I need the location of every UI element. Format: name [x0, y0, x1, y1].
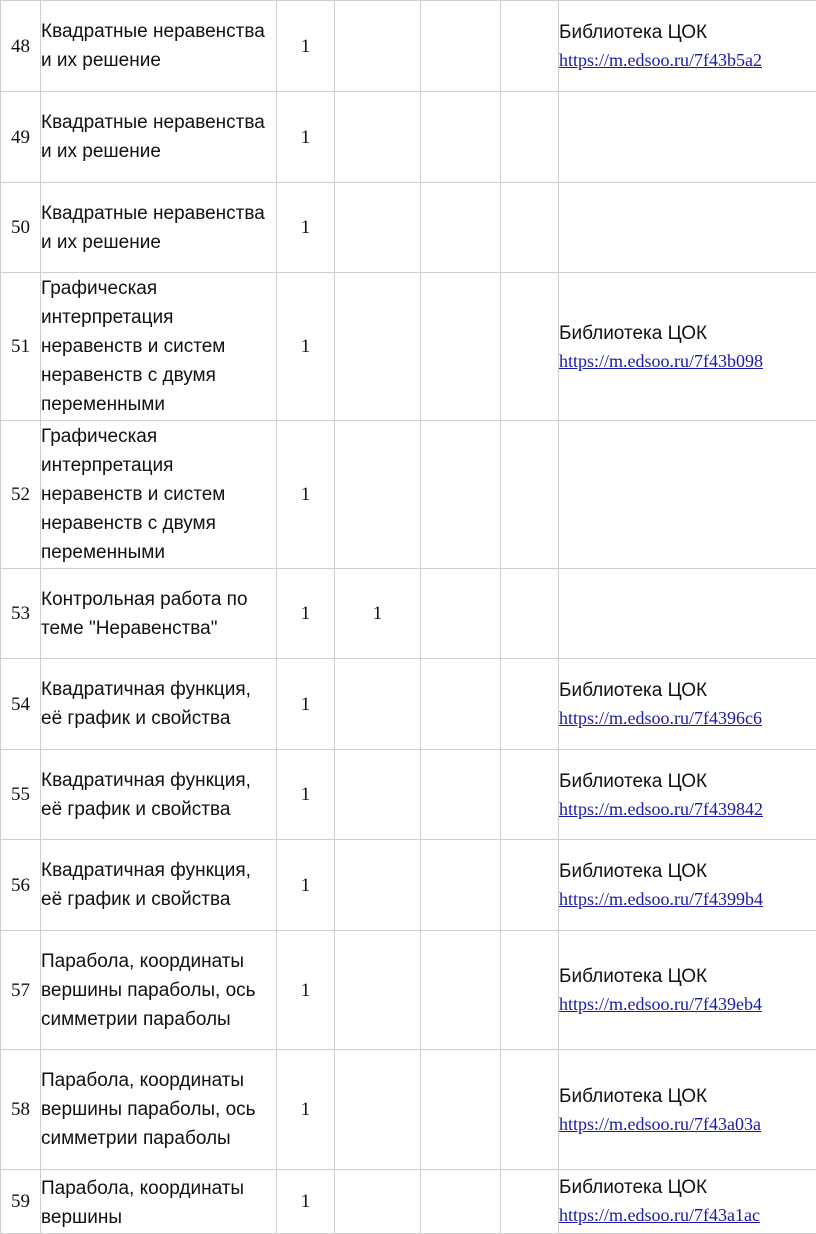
- resource-link[interactable]: https://m.edsoo.ru/7f439842: [559, 796, 816, 822]
- lesson-date: [501, 750, 559, 840]
- resource-link[interactable]: https://m.edsoo.ru/7f43b5a2: [559, 47, 816, 73]
- table-row: [1, 183, 816, 273]
- table-row: [1, 1170, 816, 1234]
- table-row: [1, 1, 816, 92]
- practical-work-hours: [421, 1, 501, 92]
- lesson-number: 53: [1, 569, 41, 659]
- table-row: [1, 92, 816, 183]
- resource-title: Библиотека ЦОК: [559, 1174, 816, 1202]
- digital-resource: [559, 931, 816, 1050]
- resource-title: Библиотека ЦОК: [559, 858, 816, 886]
- digital-resource: [559, 1, 816, 92]
- total-hours: 1: [277, 659, 335, 750]
- resource-link[interactable]: https://m.edsoo.ru/7f4399b4: [559, 886, 816, 912]
- table-row: [1, 569, 816, 659]
- digital-resource: [559, 183, 816, 273]
- control-work-hours: [335, 183, 421, 273]
- lesson-date: [501, 273, 559, 421]
- lesson-date: [501, 1, 559, 92]
- resource-title: Библиотека ЦОК: [559, 963, 816, 991]
- lesson-date: [501, 1050, 559, 1170]
- table-row: [1, 1050, 816, 1170]
- resource-link[interactable]: https://m.edsoo.ru/7f439eb4: [559, 991, 816, 1017]
- control-work-hours: 1: [335, 569, 421, 659]
- digital-resource: [559, 92, 816, 183]
- total-hours: 1: [277, 840, 335, 931]
- table-row: [1, 931, 816, 1050]
- lesson-date: [501, 1170, 559, 1234]
- total-hours: 1: [277, 183, 335, 273]
- digital-resource: [559, 1170, 816, 1234]
- control-work-hours: [335, 1050, 421, 1170]
- practical-work-hours: [421, 569, 501, 659]
- digital-resource: [559, 659, 816, 750]
- control-work-hours: [335, 1, 421, 92]
- lesson-date: [501, 659, 559, 750]
- lesson-topic: Квадратные неравенства и их решение: [41, 183, 277, 273]
- lesson-number: 56: [1, 840, 41, 931]
- resource-title: Библиотека ЦОК: [559, 320, 816, 348]
- table-row: [1, 750, 816, 840]
- control-work-hours: [335, 421, 421, 569]
- practical-work-hours: [421, 421, 501, 569]
- total-hours: 1: [277, 750, 335, 840]
- lesson-number: 59: [1, 1170, 41, 1234]
- digital-resource: [559, 273, 816, 421]
- practical-work-hours: [421, 273, 501, 421]
- control-work-hours: [335, 931, 421, 1050]
- lesson-number: 52: [1, 421, 41, 569]
- resource-link[interactable]: https://m.edsoo.ru/7f43a1ac: [559, 1202, 816, 1228]
- total-hours: 1: [277, 421, 335, 569]
- lesson-number: 51: [1, 273, 41, 421]
- lesson-date: [501, 421, 559, 569]
- lesson-number: 57: [1, 931, 41, 1050]
- lesson-date: [501, 183, 559, 273]
- resource-link[interactable]: https://m.edsoo.ru/7f43a03a: [559, 1111, 816, 1137]
- practical-work-hours: [421, 1170, 501, 1234]
- lesson-date: [501, 931, 559, 1050]
- lesson-topic: Парабола, координаты вершины параболы, ось симметрии параболы: [41, 1050, 277, 1170]
- practical-work-hours: [421, 659, 501, 750]
- lesson-topic: Квадратичная функция, её график и свойства: [41, 659, 277, 750]
- table-row: [1, 421, 816, 569]
- lesson-topic: Квадратные неравенства и их решение: [41, 1, 277, 92]
- lesson-number: 49: [1, 92, 41, 183]
- resource-link[interactable]: https://m.edsoo.ru/7f4396c6: [559, 705, 816, 731]
- lesson-number: 55: [1, 750, 41, 840]
- control-work-hours: [335, 750, 421, 840]
- lesson-topic: Парабола, координаты вершины: [41, 1170, 277, 1234]
- control-work-hours: [335, 659, 421, 750]
- total-hours: 1: [277, 569, 335, 659]
- practical-work-hours: [421, 1050, 501, 1170]
- digital-resource: [559, 569, 816, 659]
- resource-title: Библиотека ЦОК: [559, 19, 816, 47]
- total-hours: 1: [277, 1, 335, 92]
- lesson-topic: Квадратные неравенства и их решение: [41, 92, 277, 183]
- total-hours: 1: [277, 931, 335, 1050]
- resource-title: Библиотека ЦОК: [559, 1083, 816, 1111]
- practical-work-hours: [421, 92, 501, 183]
- lesson-date: [501, 92, 559, 183]
- table-row: [1, 659, 816, 750]
- total-hours: 1: [277, 1170, 335, 1234]
- digital-resource: [559, 421, 816, 569]
- lesson-number: 54: [1, 659, 41, 750]
- lesson-topic: Квадратичная функция, её график и свойства: [41, 840, 277, 931]
- lesson-number: 50: [1, 183, 41, 273]
- practical-work-hours: [421, 840, 501, 931]
- resource-title: Библиотека ЦОК: [559, 677, 816, 705]
- lesson-topic: Контрольная работа по теме "Неравенства": [41, 569, 277, 659]
- practical-work-hours: [421, 183, 501, 273]
- lesson-number: 48: [1, 1, 41, 92]
- control-work-hours: [335, 92, 421, 183]
- total-hours: 1: [277, 92, 335, 183]
- practical-work-hours: [421, 931, 501, 1050]
- lesson-topic: Парабола, координаты вершины параболы, ось симметрии параболы: [41, 931, 277, 1050]
- lesson-date: [501, 840, 559, 931]
- control-work-hours: [335, 273, 421, 421]
- lesson-topic: Графическая интерпретация неравенств и систем неравенств с двумя переменными: [41, 421, 277, 569]
- digital-resource: [559, 750, 816, 840]
- resource-title: Библиотека ЦОК: [559, 768, 816, 796]
- control-work-hours: [335, 840, 421, 931]
- digital-resource: [559, 840, 816, 931]
- practical-work-hours: [421, 750, 501, 840]
- total-hours: 1: [277, 273, 335, 421]
- resource-link[interactable]: https://m.edsoo.ru/7f43b098: [559, 348, 816, 374]
- lesson-number: 58: [1, 1050, 41, 1170]
- total-hours: 1: [277, 1050, 335, 1170]
- table-row: [1, 840, 816, 931]
- lesson-topic: Квадратичная функция, её график и свойства: [41, 750, 277, 840]
- lesson-date: [501, 569, 559, 659]
- digital-resource: [559, 1050, 816, 1170]
- table-row: [1, 273, 816, 421]
- control-work-hours: [335, 1170, 421, 1234]
- lesson-topic: Графическая интерпретация неравенств и систем неравенств с двумя переменными: [41, 273, 277, 421]
